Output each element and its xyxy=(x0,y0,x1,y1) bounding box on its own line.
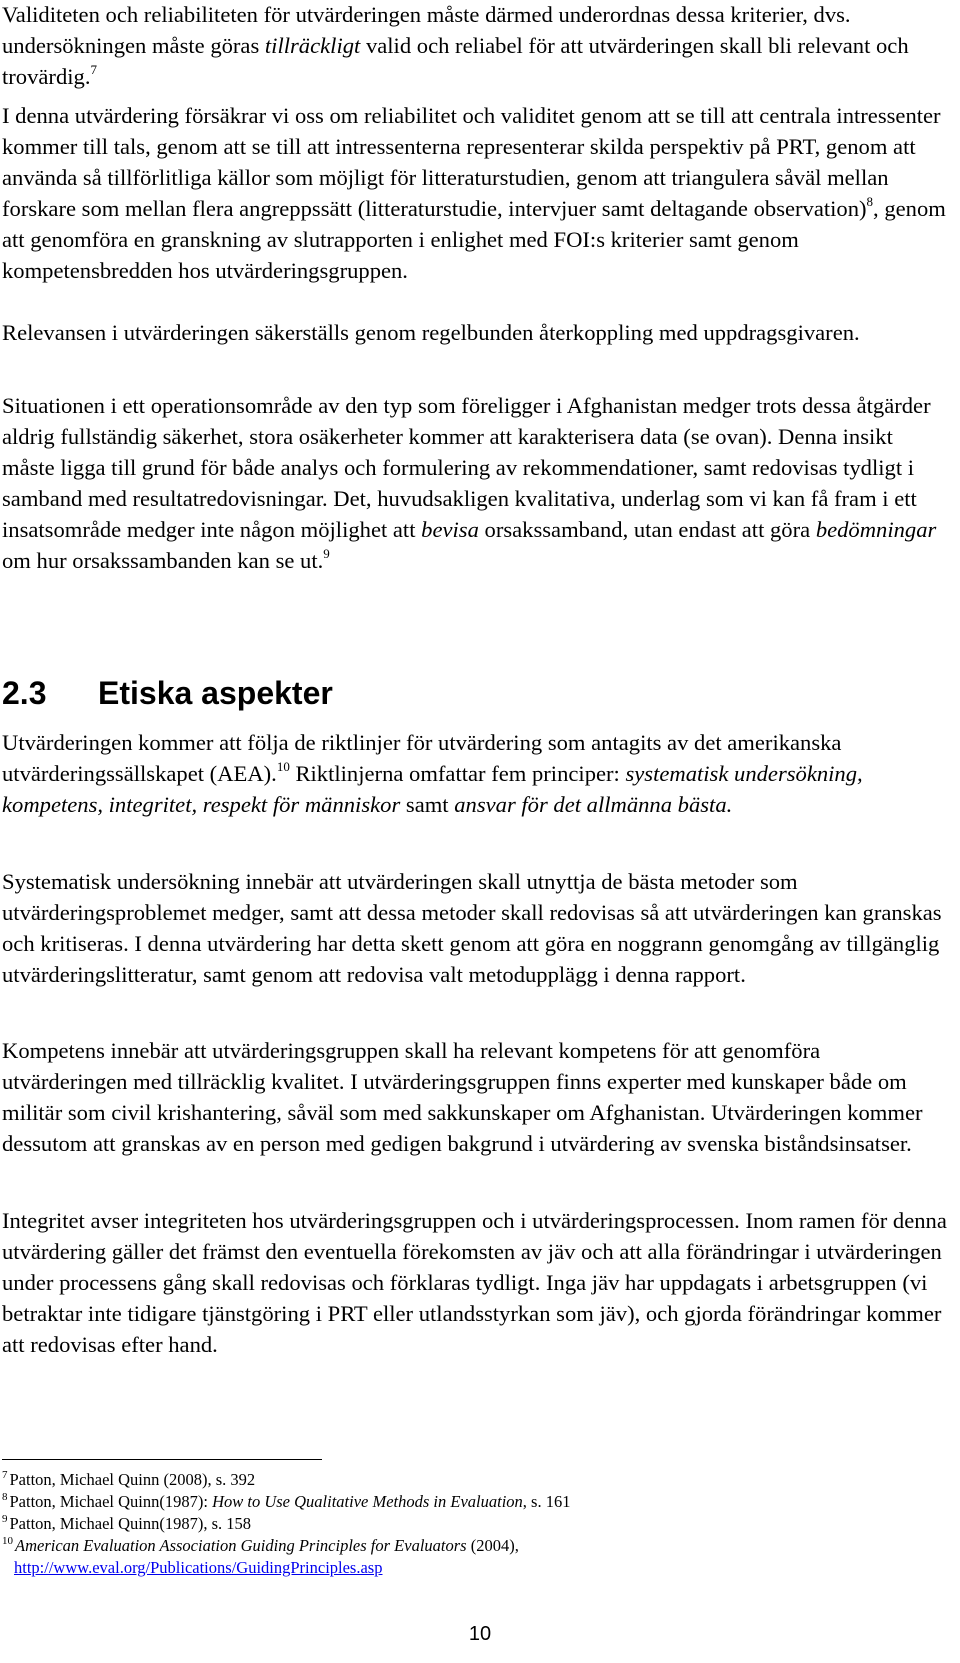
paragraph-text: orsakssamband, utan endast att göra xyxy=(478,517,816,542)
paragraph-text: valid och reliabel för att utvärderingen skall bli relevant och trovärdig. xyxy=(2,33,909,89)
paragraph-ethics-intro xyxy=(2,727,950,820)
footnote-number: 9 xyxy=(2,1513,8,1525)
page-number: 10 xyxy=(468,1623,492,1645)
paragraph-relevance: Relevansen i utvärderingen säkerställs genom regelbunden återkoppling med uppdragsgivaren. xyxy=(2,320,860,345)
footnote-number: 7 xyxy=(2,1469,8,1481)
paragraph-text: samt xyxy=(400,792,455,817)
footnote-text: (2004), xyxy=(466,1536,519,1555)
footnote-9 xyxy=(2,1513,902,1535)
footnote-10 xyxy=(2,1535,902,1579)
paragraph-competence: Kompetens innebär att utvärderingsgruppen skall ha relevant kompetens för att genomföra utvärderingen med tillräcklig kvalitet. I utvärderingsgruppen finns experter med kunskaper både om militär som civil krishantering, såväl som med sakkunskaper om Afghanistan. Utvärderingen kommer dessutom att granskas av en person med gedigen bakgrund i utvärdering av svenska biståndsinsatser. xyxy=(2,1038,923,1156)
paragraph-integrity: Integritet avser integriteten hos utvärderingsgruppen och i utvärderingsprocessen. Inom ramen för denna utvärdering gäller det främst den eventuella förekomsten av jäv och att alla förändringar i utvärderingen under processens gång skall redovisas och förklaras tydligt. Inga jäv har uppdagats i arbetsgruppen (vi betraktar inte tidigare tjänstgöring i PRT eller utlandsstyrkan som jäv), och gjorda förändringar kommer att redovisas efter hand. xyxy=(2,1208,947,1357)
paragraph-systematic: Systematisk undersökning innebär att utvärderingen skall utnyttja de bästa metoder som utvärderingsproblemet medger, samt att dessa metoder skall redovisas så att utvärderingen kan granskas och kritiseras. I denna utvärdering har detta skett genom att göra en noggrann genomgång av tillgänglig utvärderingslitteratur, samt genom att redovisa valt metodupplägg i denna rapport. xyxy=(2,869,942,987)
footnote-reference[interactable]: 10 xyxy=(276,759,290,774)
footnote-text: , s. 161 xyxy=(522,1492,571,1511)
footnote-text: Patton, Michael Quinn (2008), s. 392 xyxy=(9,1470,256,1489)
footnote-text: Patton, Michael Quinn(1987), s. 158 xyxy=(9,1514,252,1533)
section-heading xyxy=(2,673,333,713)
paragraph-situation xyxy=(2,390,950,576)
paragraph-text: Validiteten och reliabiliteten för utvärderingen måste därmed underordnas dessa kriterier, dvs. undersökningen måste göras xyxy=(2,2,851,58)
footnote-separator xyxy=(2,1459,322,1460)
paragraph-text: Utvärderingen kommer att följa de riktlinjer för utvärdering som antagits av det amerikanska utvärderingssällskapet (AEA). xyxy=(2,730,842,786)
paragraph-text: om hur orsakssambanden kan se ut. xyxy=(2,548,324,573)
footnote-title: How to Use Qualitative Methods in Evaluation xyxy=(212,1492,523,1511)
footnote-reference[interactable]: 8 xyxy=(866,194,874,209)
paragraph-validity xyxy=(2,0,950,92)
section-number: 2.3 xyxy=(2,675,47,711)
footnote-reference[interactable]: 9 xyxy=(323,546,330,561)
section-title: Etiska aspekter xyxy=(98,675,333,711)
footnote-reference[interactable]: 7 xyxy=(90,62,97,77)
paragraph-reliability xyxy=(2,100,950,286)
emphasis-text: tillräckligt xyxy=(264,33,361,58)
footnote-number: 8 xyxy=(2,1491,8,1503)
emphasis-text: systematisk undersökning, kompetens, integritet, respekt för människor xyxy=(2,761,863,817)
emphasis-text: ansvar för det allmänna bästa. xyxy=(454,792,733,817)
footnote-link-line xyxy=(2,1557,902,1579)
paragraph-text: I denna utvärdering försäkrar vi oss om reliabilitet och validitet genom att se till att centrala intressenter kommer till tals, genom att se till att intressenterna representerar skilda perspektiv på PRT, genom att använda så tillförlitliga källor som möjligt för litteraturstudien, genom att triangulera såväl mellan forskare som mellan flera angreppssätt (litteraturstudie, intervjuer samt deltagande observation) xyxy=(2,103,941,221)
footnote-number: 10 xyxy=(2,1535,13,1547)
footnote-7 xyxy=(2,1469,902,1491)
footnote-link[interactable]: http://www.eval.org/Publications/GuidingPrinciples.asp xyxy=(14,1558,383,1577)
paragraph-text: , genom att genomföra en granskning av slutrapporten i enlighet med FOI:s kriterier samt genom kompetensbredden hos utvärderingsgruppen. xyxy=(2,196,946,283)
footnote-title: American Evaluation Association Guiding Principles for Evaluators xyxy=(15,1536,467,1555)
paragraph-text: Situationen i ett operationsområde av den typ som föreligger i Afghanistan medger trots dessa åtgärder aldrig fullständig säkerhet, stora osäkerheter kommer att karakterisera data (se ovan). Denna insikt måste ligga till grund för både analys och formulering av rekommendationer, samt redovisas tydligt i samband med resultatredovisningar. Det, huvudsakligen kvalitativa, underlag som vi kan få fram i ett insatsområde medger inte någon möjlighet att xyxy=(2,393,931,542)
footnote-8 xyxy=(2,1491,902,1513)
paragraph-text: Riktlinjerna omfattar fem principer: xyxy=(289,761,626,786)
emphasis-text: bevisa xyxy=(421,517,479,542)
emphasis-text: bedömningar xyxy=(815,517,937,542)
footnote-text: Patton, Michael Quinn(1987): xyxy=(9,1492,213,1511)
